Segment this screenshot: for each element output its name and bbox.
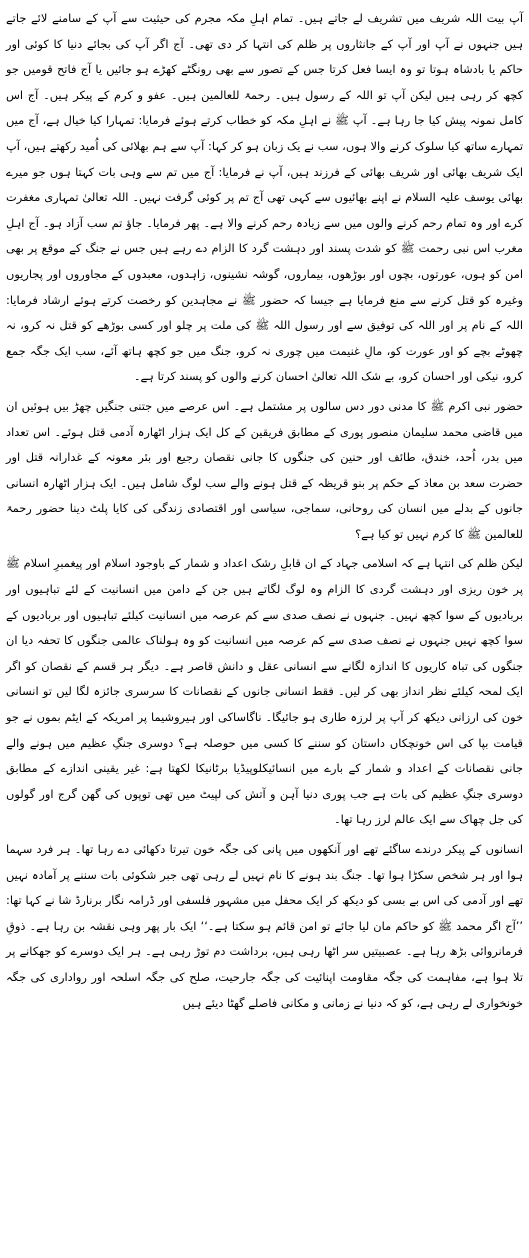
paragraph-mercy-at-mecca: آپ بیت اللہ شریف میں تشریف لے جاتے ہیں۔ تمام اہلِ مکہ مجرم کی حیثیت سے آپ کے سامنے لائے جاتے ہیں جنہوں نے آپ اور آپ کے جانثاروں پر ظلم کی انتہا کر دی تھی۔ آج اگر آپ کی بجائے دنیا کا کوئی اور حاکم یا بادشاہ ہوتا تو وہ ایسا فعل کرتا جس کے تصور سے بھی رونگٹے کھڑے ہو جائیں یا آج فاتح قومیں جو کچھ کر رہی ہیں لیکن آپ تو اللہ کے رسول ہیں۔ رحمۃ للعالمین ہیں۔ عفو و کرم کے پیکر ہیں۔ آج اس کامل نمونہ پیش کیا جا رہا ہے۔ آپ ﷺ نے اہلِ مکہ کو خطاب کرتے ہوئے فرمایا: تمہارا کیا خیال ہے، آج میں تمہارے ساتھ کیا سلوک کرنے والا ہوں، سب نے یک زبان ہو کر کہا: آپ سے ہم بھلائی کی اُمید رکھتے ہیں، آپ ایک شریف بھائی اور شریف بھائی کے فرزند ہیں، آپ نے فرمایا: آج میں تم سے وہی بات کہتا ہوں جو میرے بھائی یوسف علیہ السلام نے اپنے بھائیوں سے کہی تھی آج تم پر کوئی گرفت نہیں۔ اللہ تعالیٰ تمہاری مغفرت کرے اور وہ تمام رحم کرنے والوں میں سے زیادہ رحم کرنے والا ہے۔ پھر فرمایا۔ جاؤ تم سب آزاد ہو۔ آج اہلِ مغرب اس نبی رحمت ﷺ کو شدت پسند اور دہشت گرد کا الزام دے رہے ہیں جس نے جنگ کے موقع پر بھی امن کو ہوں، عورتوں، بچوں اور بوڑھوں، بیماروں، گوشہ نشینوں، زاہدوں، معبدوں کے مجاوروں اور پجاریوں وغیرہ کو قتل کرنے سے منع فرمایا ہے جیسا کہ حضور ﷺ نے مجاہدین کو رخصت کرتے ہوئے ارشاد فرمایا: اللہ کے نام پر اور اللہ کی توفیق سے اور رسول اللہ ﷺ کی ملت پر چلو اور کسی بوڑھے کو قتل نہ کرو، نہ چھوٹے بچے کو اور عورت کو، مالِ غنیمت میں چوری نہ کرو، جنگ میں جو کچھ ہاتھ آئے، سب ایک جگہ جمع کرو، نیکی اور احسان کرو، بے شک اللہ تعالیٰ احسان کرنے والوں کو پسند کرتا ہے۔ (6, 11, 523, 384)
paragraph-bernard-shaw-quote: انسانوں کے پیکر درندے ساگئے تھے اور آنکھوں میں پانی کی جگہ خون تیرتا دکھائی دے رہا تھا۔ ہر فرد سہما ہوا اور ہر شخص سکڑا ہوا تھا۔ جنگ بند ہونے کا نام نہیں لے رہی تھی جبر شکوئی بات سننے پر آمادہ نہیں تھے اور آدمی کی اس بے بسی کو دیکھ کر ایک محفل میں مشہور فلسفی اور ڈرامہ نگار برنارڈ شا نے کہا تھا: ’’آج اگر محمد ﷺ کو حاکم مان لیا جائے تو امن قائم ہو سکتا ہے۔‘‘ ایک بار پھر وہی نقشہ بن رہا ہے۔ ذوقِ فرمانروائی بڑھ رہا ہے۔ عصبیتیں سر اٹھا رہی ہیں، برداشت دم توڑ رہی ہے۔ ہر ایک دوسرے کو جھکانے پر تلا ہوا ہے، مفاہمت کی جگہ مقاومت اپنائیت کی جگہ جارحیت، صلح کی جگہ اسلحہ اور رواداری کی جگہ خونخواری لے رہی ہے، کو کہ دنیا نے زمانی و مکانی فاصلے گھٹا دیئے ہیں (6, 842, 523, 1010)
paragraph-madani-era-casualties: حضور نبی اکرم ﷺ کا مدنی دور دس سالوں پر مشتمل ہے۔ اس عرصے میں جتنی جنگیں چھڑ بیں ہوئیں ان میں قاضی محمد سلیمان منصور پوری کے مطابق فریقین کے کل ایک ہزار اٹھارہ آدمی قتل ہوئے۔ اس تعداد میں بدر، اُحد، خندق، طائف اور حنین کی جنگوں کا جانی نقصان رجیع اور بئر معونہ کے غدارانہ قتل اور حضرت سعد بن معاذ کے حکم پر بنو قریظہ کے قتل ہونے والے سب لوگ شامل ہیں۔ ایک ہزار اٹھارہ انسانی جانوں کے بدلے میں انسان کی روحانی، سماجی، سیاسی اور اقتصادی زندگی کی کایا پلٹ دینا حضور رحمۃ للعالمین ﷺ کا کرم نہیں تو کیا ہے؟ (6, 398, 523, 541)
paragraph-world-wars-comparison: لیکن ظلم کی انتہا ہے کہ اسلامی جہاد کے ان قابلِ رشک اعداد و شمار کے باوجود اسلام اور پیغمبرِ اسلام ﷺ پر خون ریزی اور دہشت گردی کا الزام وہ لوگ لگاتے ہیں جن کے دامن میں انسانیت کے لئے تباہیوں اور بربادیوں کے سوا کچھ نہیں۔ جنہوں نے نصف صدی سے کم عرصہ میں انسانیت کیلئے تباہیوں اور بربادیوں کے سوا کچھ نہیں جنہوں نے نصف صدی سے کم عرصہ میں انسانیت کو وہ ہولناک عالمی جنگوں کا تحفہ دیا ان جنگوں کی تباہ کاریوں کا اندازہ لگانے سے انسانی عقل و دانش قاصر ہے۔ دیگر ہر قسم کے نقصان کو اگر ایک لمحہ کیلئے نظر انداز بھی کر لیں۔ فقط انسانی جانوں کے نقصانات کا سرسری جائزہ لگا لیں تو انسانی خون کی ارزانی دیکھ کر آپ پر لرزہ طاری ہو جائیگا۔ ناگاساکی اور ہیروشیما پر امریکہ کے ایٹم بموں نے جو قیامت بپا کی اس خونچکاں داستان کو سننے کا کسی میں حوصلہ ہے؟ دوسری جنگِ عظیم میں ہونے والے جانی نقصانات کے اعداد و شمار کے بارے میں انسائیکلوپیڈیا برٹانیکا لکھتا ہے: غیر یقینی اندازے کے مطابق دوسری جنگِ عظیم کی بات ہے جب پوری دنیا آہن و آتش کی لپیٹ میں تھی توپوں کی گھن گرج اور گولوں کی جل چھاک سے ایک عالم لرز رہا تھا۔ (6, 556, 523, 827)
